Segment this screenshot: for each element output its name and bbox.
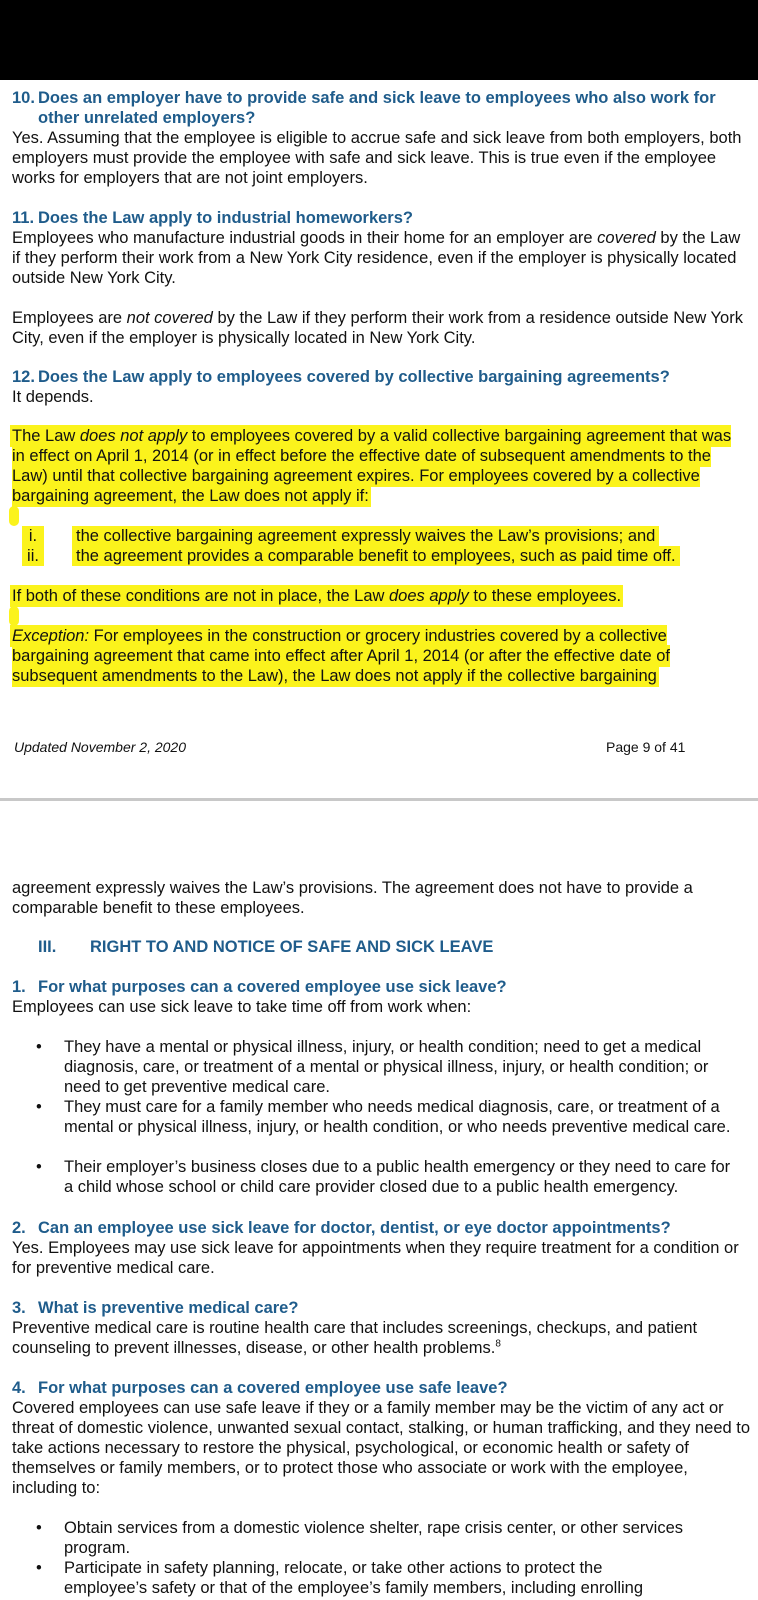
footnote-marker: 8 bbox=[495, 1338, 501, 1350]
safe-leave-question-4-title: 4. For what purposes can a covered employee use safe leave? bbox=[12, 1379, 508, 1397]
condition-item-i: i. the collective bargaining agreement expressly waives the Law’s provisions; and bbox=[22, 526, 722, 546]
highlighted-paragraph-exception: Exception: For employees in the construction or grocery industries covered by a collective bargaining agreement that came into effect after April 1, 2014 (or after the effective date of subsequent amendments to the Law), the Law does not apply if the collective bargaining bbox=[12, 627, 670, 685]
top-black-bar bbox=[0, 0, 758, 80]
sick-leave-question-3-title: 3. What is preventive medical care? bbox=[12, 1299, 299, 1317]
question-11-paragraph-2: Employees are not covered by the Law if they perform their work from a residence outside New York City, even if the employer is physically located in New York City. bbox=[12, 309, 743, 347]
highlighted-paragraph-1: The Law does not apply to employees covered by a valid collective bargaining agreement that was in effect on April 1, 2014 (or in effect before the effective date of subsequent amendments to the Law) until that collective bargaining agreement expires. For employees covered by a collective bargaining agreement, the Law does not apply if: bbox=[12, 427, 732, 505]
list-item: • Their employer’s business closes due to a public health emergency or they need to care for a child whose school or child care provider closed due to a public health emergency. bbox=[36, 1158, 731, 1196]
question-12-answer: It depends. bbox=[12, 388, 94, 406]
highlight-mark bbox=[9, 506, 19, 526]
section-heading: III. RIGHT TO AND NOTICE OF SAFE AND SICK LEAVE bbox=[38, 938, 494, 956]
footer-page-number: Page 9 of 41 bbox=[606, 739, 686, 755]
question-12-title: 12. Does the Law apply to employees covered by collective bargaining agreements? bbox=[12, 368, 670, 386]
sick-leave-question-1-intro: Employees can use sick leave to take time off from work when: bbox=[12, 998, 472, 1016]
sick-leave-question-2-answer: Yes. Employees may use sick leave for appointments when they require treatment for a condition or for preventive medical care. bbox=[12, 1239, 739, 1277]
condition-item-ii: ii. the agreement provides a comparable benefit to employees, such as paid time off. bbox=[22, 546, 722, 566]
highlight-mark bbox=[9, 606, 19, 626]
question-11-answer: Employees who manufacture industrial goods in their home for an employer are covered by the Law if they perform their work from a New York City residence, even if the employer is physically located outside New York City. bbox=[12, 229, 741, 287]
continuation-paragraph: agreement expressly waives the Law’s provisions. The agreement does not have to provide a comparable benefit to these employees. bbox=[12, 879, 693, 917]
list-item: • Obtain services from a domestic violence shelter, rape crisis center, or other services program. bbox=[36, 1519, 683, 1557]
page-separator bbox=[0, 798, 758, 801]
list-item: • They have a mental or physical illness, injury, or health condition; need to get a medical diagnosis, care, or treatment of a mental or physical illness, injury, or health condition; or need to get preventive medical care. bbox=[36, 1038, 709, 1096]
safe-leave-question-4-answer: Covered employees can use safe leave if they or a family member may be the victim of any act or threat of domestic violence, unwanted sexual contact, stalking, or human trafficking, and they need to take actions necessary to restore the physical, psychological, or economic health or safety of themselves or family members, or to protect those who associate or work with the employee, including to: bbox=[12, 1399, 751, 1497]
question-10-answer: Yes. Assuming that the employee is eligible to accrue safe and sick leave from both employers, both employers must provide the employee with safe and sick leave. This is true even if the employee works for employers that are not joint employers. bbox=[12, 129, 742, 187]
sick-leave-question-1-title: 1. For what purposes can a covered employee use sick leave? bbox=[12, 978, 507, 996]
sick-leave-question-2-title: 2. Can an employee use sick leave for doctor, dentist, or eye doctor appointments? bbox=[12, 1219, 671, 1237]
list-item: • Participate in safety planning, relocate, or take other actions to protect the employee’s safety or that of the employee’s family members, including enrolling bbox=[36, 1559, 644, 1597]
footer-updated-date: Updated November 2, 2020 bbox=[14, 739, 186, 755]
list-item: • They must care for a family member who needs medical diagnosis, care, or treatment of a mental or physical illness, injury, or health condition, or who needs preventive medical care. bbox=[36, 1098, 731, 1136]
question-10-title: 10. Does an employer have to provide safe and sick leave to employees who also work for other unrelated employers? bbox=[12, 89, 716, 127]
sick-leave-question-3-answer: Preventive medical care is routine health care that includes screenings, checkups, and patient counseling to prevent illnesses, disease, or other health problems.$^8$ bbox=[12, 1319, 698, 1357]
question-11-title: 11. Does the Law apply to industrial homeworkers? bbox=[12, 209, 413, 227]
highlighted-paragraph-2: If both of these conditions are not in place, the Law does apply to these employees. bbox=[12, 587, 622, 605]
